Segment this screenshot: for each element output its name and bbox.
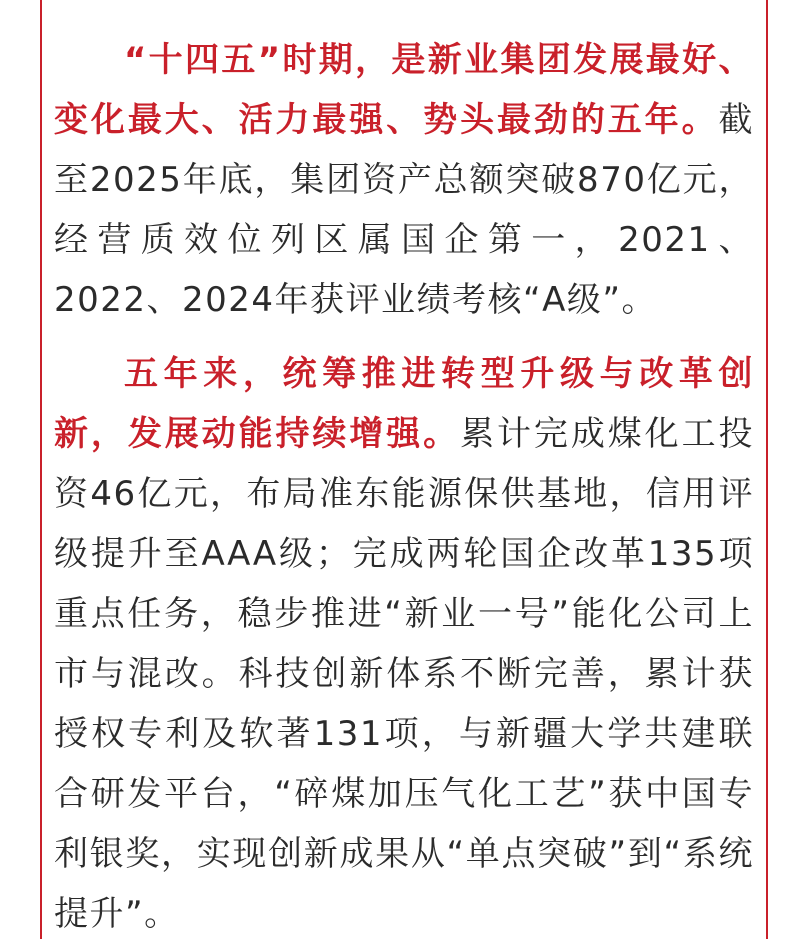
paragraph-2 <box>54 344 754 944</box>
paragraph-1 <box>54 30 754 330</box>
paragraph-1-body: 截至2025年底，集团资产总额突破870亿元，经营质效位列区属国企第一，2021、2022、2024年获评业绩考核“A级”。 <box>54 100 754 320</box>
paragraph-2-body: 累计完成煤化工投资46亿元，布局准东能源保供基地，信用评级提升至AAA级；完成两轮国企改革135项重点任务，稳步推进“新业一号”能化公司上市与混改。科技创新体系不断完善，累计获授权专利及软著131项，与新疆大学共建联合研发平台，“碎煤加压气化工艺”获中国专利银奖，实现创新成果从“单点突破”到“系统提升”。 <box>54 414 755 934</box>
paragraph-1-highlight: “十四五”时期，是新业集团发展最好、变化最大、活力最强、势头最劲的五年。 <box>54 40 754 140</box>
article-body <box>54 30 754 944</box>
paragraph-2-highlight: 五年来，统筹推进转型升级与改革创新，发展动能持续增强。 <box>54 354 754 454</box>
left-border-line <box>40 0 42 939</box>
right-border-line <box>766 0 768 939</box>
